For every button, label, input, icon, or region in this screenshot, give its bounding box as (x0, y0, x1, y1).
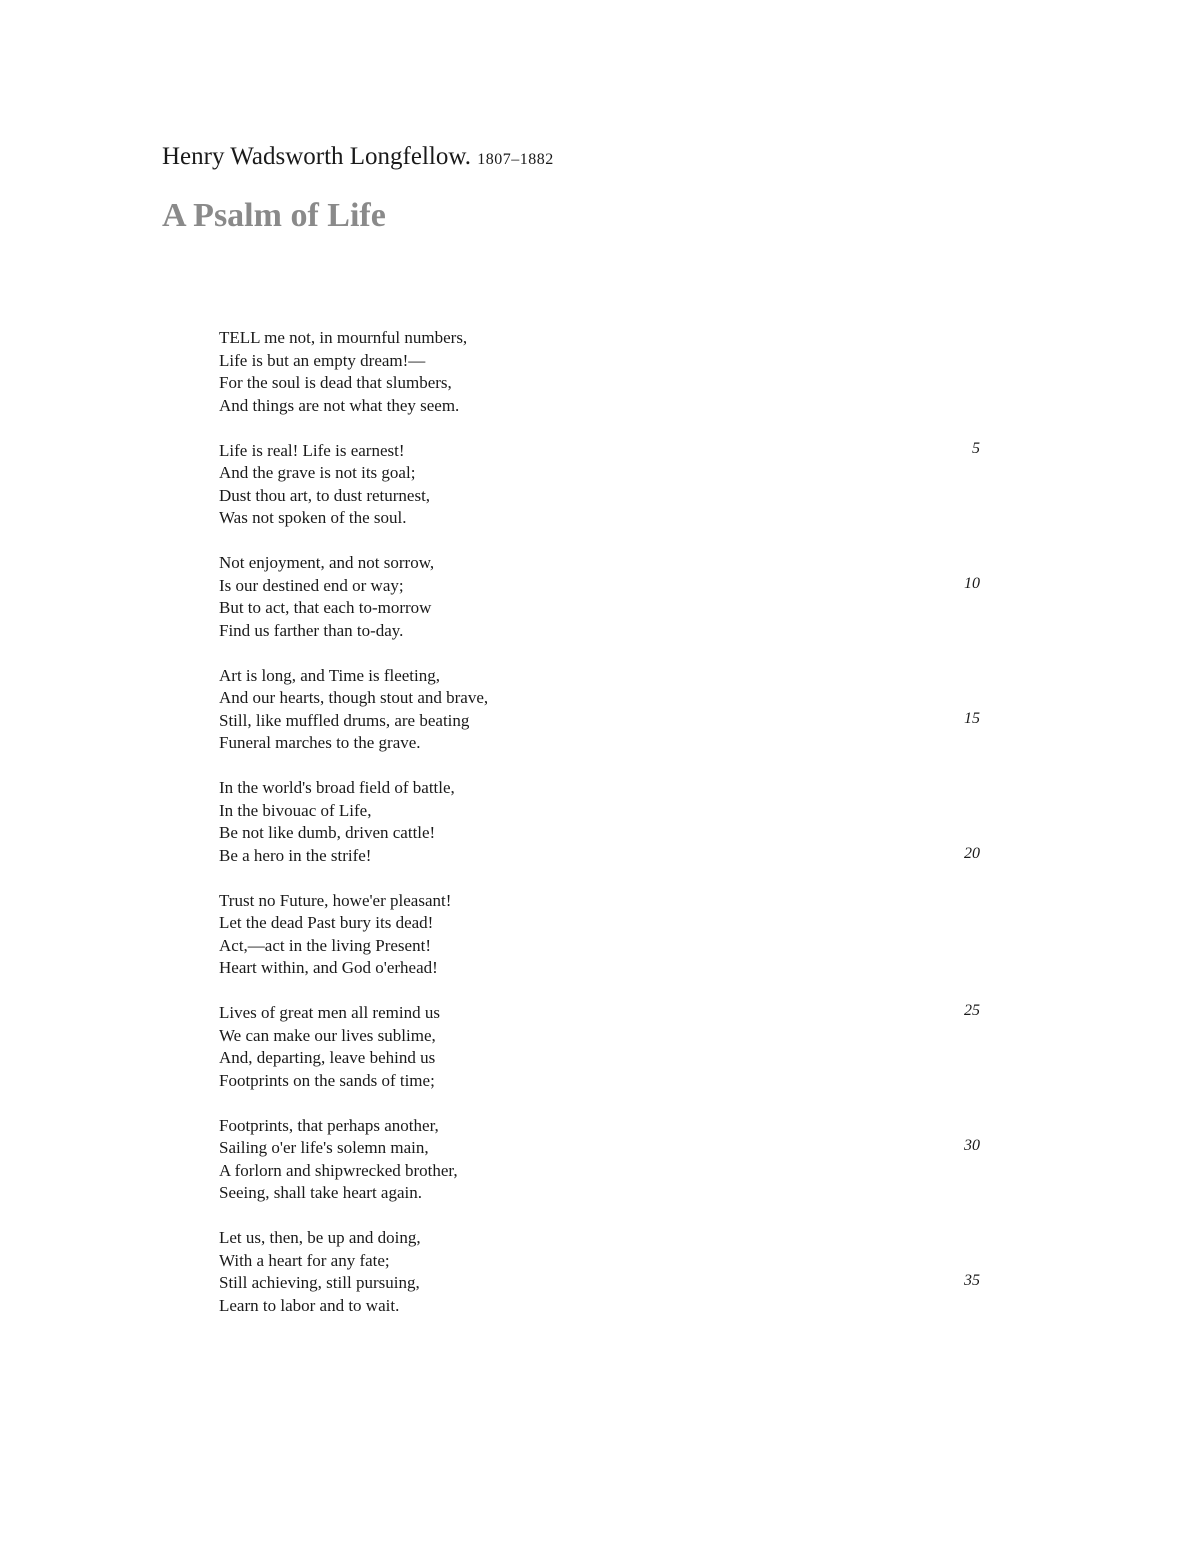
poem-line: And the grave is not its goal; (219, 463, 416, 482)
stanza-9 (219, 1227, 999, 1340)
line-number: 5 (972, 439, 980, 457)
author-line (162, 140, 554, 177)
poem-body (219, 327, 999, 1340)
poem-line: Dust thou art, to dust returnest, (219, 485, 431, 505)
poem-line: Let us, then, be up and doing, (219, 1228, 421, 1247)
poem-line: We can make our lives sublime, (219, 1025, 436, 1045)
poem-title: A Psalm of Life (162, 197, 386, 234)
poem-line: But to act, that each to-morrow (219, 598, 432, 617)
line-number: 30 (964, 1137, 980, 1154)
poem-line: Life is real! Life is earnest! (219, 440, 405, 460)
poem-line: Sailing o'er life's solemn main, (219, 1138, 429, 1157)
poem-line: Heart within, and God o'erhead! (219, 958, 438, 977)
poem-line: And things are not what they seem. (219, 395, 460, 415)
poem-line: Art is long, and Time is fleeting, (219, 665, 440, 685)
poem-line: Act,—act in the living Present! (219, 935, 431, 955)
line-number: 10 (964, 574, 980, 592)
poem-line: And our hearts, though stout and brave, (219, 688, 489, 707)
poem-line: Funeral marches to the grave. (219, 733, 421, 752)
poem-line: Be a hero in the strife! (219, 845, 372, 865)
line-number: 20 (964, 844, 980, 862)
poem-line: Life is but an empty dream!— (219, 350, 426, 370)
poem-line: In the world's broad field of battle, (219, 778, 455, 797)
author-dates: 1807–1882 (477, 151, 554, 168)
line-number: 35 (964, 1272, 980, 1289)
poem-line: Not enjoyment, and not sorrow, (219, 553, 435, 572)
poem-line: And, departing, leave behind us (219, 1048, 436, 1067)
poem-line: Was not spoken of the soul. (219, 508, 407, 527)
poem-line: Learn to labor and to wait. (219, 1295, 400, 1315)
stanza-3 (219, 552, 999, 665)
poem-line: Be not like dumb, driven cattle! (219, 823, 436, 842)
stanza-2 (219, 440, 999, 553)
poem-line: With a heart for any fate; (219, 1250, 390, 1270)
poem-line: Let the dead Past bury its dead! (219, 913, 434, 932)
stanza-5 (219, 777, 999, 890)
poem-line: Still, like muffled drums, are beating (219, 710, 470, 730)
stanza-7 (219, 1002, 999, 1115)
poem-line: Still achieving, still pursuing, (219, 1273, 420, 1292)
stanza-4 (219, 665, 999, 778)
stanza-8 (219, 1115, 999, 1228)
stanza-6 (219, 890, 999, 1003)
poem-line: Find us farther than to-day. (219, 620, 404, 640)
poem-line: A forlorn and shipwrecked brother, (219, 1160, 458, 1180)
stanza-1 (219, 327, 999, 440)
poem-line: TELL me not, in mournful numbers, (219, 328, 468, 347)
poem-line: Lives of great men all remind us (219, 1003, 440, 1022)
author-name: Henry Wadsworth Longfellow. (162, 143, 472, 170)
poem-line: Footprints on the sands of time; (219, 1070, 435, 1090)
line-number: 25 (964, 1002, 980, 1019)
line-number: 15 (964, 709, 980, 727)
poem-line: In the bivouac of Life, (219, 800, 372, 820)
poem-line: For the soul is dead that slumbers, (219, 373, 452, 392)
poem-line: Footprints, that perhaps another, (219, 1115, 439, 1135)
poem-line: Seeing, shall take heart again. (219, 1183, 422, 1202)
poem-line: Is our destined end or way; (219, 575, 404, 595)
poem-line: Trust no Future, howe'er pleasant! (219, 890, 452, 910)
